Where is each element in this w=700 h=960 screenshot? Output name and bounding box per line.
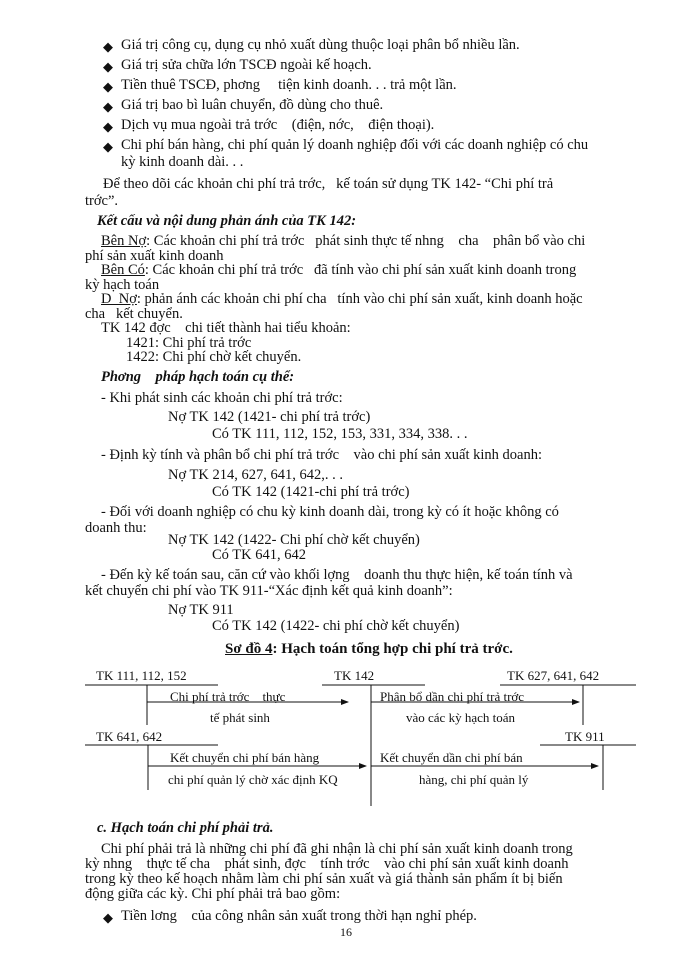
balance-text: : phản ánh các khoản chi phí cha tính vào chi phí sản xuất, kinh doanh hoặc <box>136 291 583 307</box>
arrow-label: chi phí quản lý chờ xác định KQ <box>168 772 338 787</box>
journal-credit: Có TK 142 (1422- chi phí chờ kết chuyển) <box>212 618 460 634</box>
account-label: TK 142 <box>334 668 375 683</box>
diagram-title-label: Sơ đồ 4 <box>225 641 273 657</box>
entry-line: - Khi phát sinh các khoản chi phí trả trớc: <box>101 390 343 406</box>
bullet-item: Chi phí bán hàng, chi phí quản lý doanh nghiệp đối với các doanh nghiệp có chu <box>121 137 589 153</box>
arrow-label: Phân bổ dần chi phí trả trớc <box>380 689 525 704</box>
arrow-label: hàng, chi phí quản lý <box>419 772 529 787</box>
journal-credit: Có TK 142 (1421-chi phí trả trớc) <box>212 484 410 500</box>
bullet-item: Giá trị bao bì luân chuyển, đồ dùng cho thuê. <box>121 97 384 113</box>
account-label: TK 627, 641, 642 <box>507 668 600 683</box>
entry-line-cont: doanh thu: <box>85 520 147 536</box>
journal-debit: Nợ TK 142 (1422- Chi phí chờ kết chuyển) <box>168 532 420 548</box>
account-label: TK 911 <box>565 729 605 744</box>
journal-debit: Nợ TK 142 (1421- chi phí trả trớc) <box>168 409 371 425</box>
credit-side-line <box>101 262 576 279</box>
detail-line: TK 142 đợc chi tiết thành hai tiểu khoản: <box>101 320 351 336</box>
entry-line: - Định kỳ tính và phân bổ chi phí trả trớc vào chi phí sản xuất kinh doanh: <box>101 447 542 463</box>
paragraph-line: kỳ nhng thực tế cha phát sinh, đợc tính trớc vào chi phí sản xuất kinh doanh <box>85 856 569 872</box>
bullet-icon: ◆ <box>103 99 113 114</box>
diagram-title-text: : Hạch toán tổng hợp chi phí trả trớc. <box>272 641 513 657</box>
sub-account: 1421: Chi phí trả trớc <box>126 335 252 351</box>
journal-credit: Có TK 111, 112, 152, 153, 331, 334, 338. . . <box>212 426 468 442</box>
arrow-label: tế phát sinh <box>210 710 270 725</box>
bullet-item: Giá trị sửa chữa lớn TSCĐ ngoài kế hoạch. <box>121 57 372 73</box>
bullet-item: Giá trị công cụ, dụng cụ nhỏ xuất dùng thuộc loại phân bổ nhiều lần. <box>121 37 520 53</box>
credit-side-label: Bên Có <box>101 262 145 278</box>
arrow-label: Chi phí trả trớc thực <box>170 689 286 704</box>
paragraph-line: trớc”. <box>85 193 119 209</box>
bullet-icon: ◆ <box>103 79 113 94</box>
arrow-label: Kết chuyển dần chi phí bán <box>380 750 523 765</box>
arrow-label: vào các kỳ hạch toán <box>406 710 516 725</box>
credit-side-text: : Các khoản chi phí trả trớc đã tính vào chi phí sản xuất kinh doanh trong <box>144 262 577 278</box>
section-heading: Phơng pháp hạch toán cụ thể: <box>101 369 295 385</box>
debit-side-cont: phí sản xuất kinh doanh <box>85 248 224 264</box>
section-heading: c. Hạch toán chi phí phải trả. <box>97 820 274 836</box>
diagram-title <box>225 641 513 658</box>
sub-account: 1422: Chi phí chờ kết chuyển. <box>126 349 302 365</box>
credit-side-cont: kỳ hạch toán <box>85 277 160 293</box>
entry-line: - Đến kỳ kế toán sau, căn cứ vào khối lợng doanh thu thực hiện, kế toán tính và <box>101 567 573 583</box>
bullet-item: Tiền lơng của công nhân sản xuất trong thời hạn nghỉ phép. <box>121 908 477 924</box>
journal-debit: Nợ TK 911 <box>168 602 234 618</box>
debit-side-label: Bên Nợ <box>101 233 147 249</box>
paragraph-line: Để theo dõi các khoản chi phí trả trớc, kế toán sử dụng TK 142- “Chi phí trả <box>103 176 554 192</box>
bullet-item: Tiền thuê TSCĐ, phơng tiện kinh doanh. . . trả một lần. <box>121 77 457 93</box>
bullet-item-continuation: kỳ kinh doanh dài. . . <box>121 154 244 170</box>
bullet-icon: ◆ <box>103 910 113 925</box>
balance-cont: cha kết chuyển. <box>85 306 183 322</box>
bullet-icon: ◆ <box>103 139 113 154</box>
section-heading: Kết cấu và nội dung phản ánh của TK 142: <box>97 213 357 229</box>
bullet-icon: ◆ <box>103 39 113 54</box>
arrow-label: Kết chuyển chi phí bán hàng <box>170 750 320 765</box>
page-number: 16 <box>340 925 352 939</box>
account-label: TK 111, 112, 152 <box>96 668 187 683</box>
bullet-item: Dịch vụ mua ngoài trả trớc (điện, nớc, điện thoại). <box>121 117 435 133</box>
bullet-icon: ◆ <box>103 59 113 74</box>
debit-side-text: : Các khoản chi phí trả trớc phát sinh thực tế nhng cha phân bổ vào chi <box>146 233 586 249</box>
entry-line: - Đối với doanh nghiệp có chu kỳ kinh doanh dài, trong kỳ có ít hoặc không có <box>101 504 559 520</box>
journal-credit: Có TK 641, 642 <box>212 547 306 563</box>
paragraph-line: trong kỳ theo kế hoạch nhằm làm chi phí sản xuất và giá thành sản phẩm ít bị biến <box>85 871 563 887</box>
balance-label: D Nợ <box>101 291 137 307</box>
paragraph-line: Chi phí phải trả là những chi phí đã ghi nhận là chi phí sản xuất kinh doanh trong <box>101 841 573 857</box>
entry-line-cont: kết chuyển chi phí vào TK 911-“Xác định kết quả kinh doanh”: <box>85 583 453 599</box>
account-label: TK 641, 642 <box>96 729 163 744</box>
bullet-icon: ◆ <box>103 119 113 134</box>
paragraph-line: động giữa các kỳ. Chi phí phải trả bao gồm: <box>85 886 341 902</box>
journal-debit: Nợ TK 214, 627, 641, 642,. . . <box>168 467 343 483</box>
